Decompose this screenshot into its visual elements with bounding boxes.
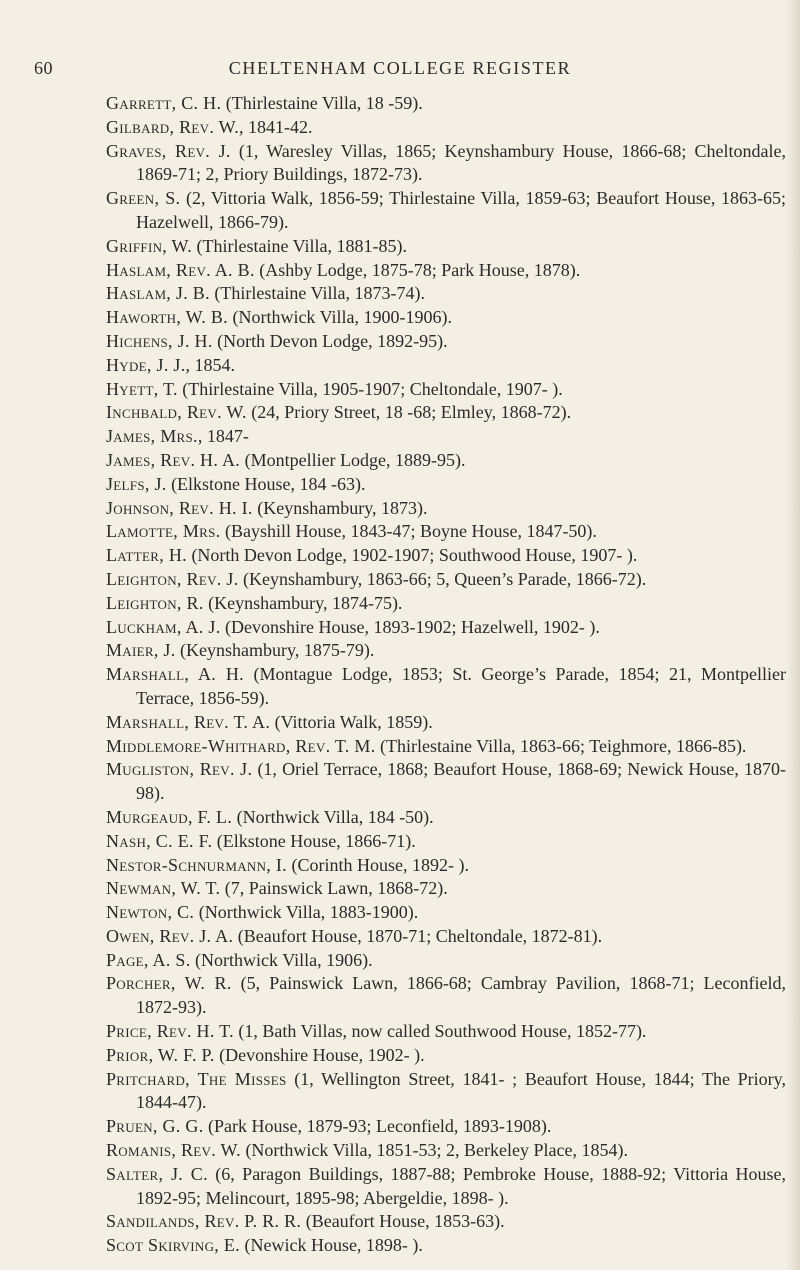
register-entry <box>106 1115 786 1139</box>
entry-name: Owen, Rev. J. A. <box>106 925 234 946</box>
register-entry <box>106 806 786 830</box>
entry-name: Johnson, Rev. H. I. <box>106 497 253 518</box>
register-entry <box>106 711 786 735</box>
entry-name: Haworth, W. B. <box>106 307 228 328</box>
page-number: 60 <box>34 58 53 78</box>
entry-name: Porcher, W. R. <box>106 973 232 994</box>
entry-details: (Thirlestaine Villa, 18 -59). <box>221 93 423 113</box>
entry-name: Jelfs, J. <box>106 473 167 494</box>
entry-details: (Thirlestaine Villa, 1873-74). <box>209 283 425 304</box>
register-entry <box>106 330 786 354</box>
entry-details: (Montague Lodge, 1853; St. George’s Parade, 1854; 21, Montpellier Terrace, 1856-59). <box>136 664 786 708</box>
entry-details: (Northwick Villa, 1851-53; 2, Berkeley Place, 1854). <box>240 1140 628 1161</box>
register-entry <box>106 378 786 402</box>
entry-name: Hichens, J. H. <box>106 330 213 351</box>
entry-name: Maier, J. <box>106 640 176 661</box>
register-entry <box>106 568 786 592</box>
entry-details: (Thirlestaine Villa, 1905-1907; Cheltondale, 1907- ). <box>177 378 563 399</box>
entry-name: Marshall, A. H. <box>106 664 244 685</box>
entry-name: Middlemore-Whithard, Rev. T. M. <box>106 735 376 756</box>
entry-details: (Northwick Villa, 1906). <box>190 949 373 970</box>
entry-name: Luckham, A. J. <box>106 616 221 637</box>
entry-name: Murgeaud, F. L. <box>106 806 233 827</box>
entry-details: (Corinth House, 1892- ). <box>286 854 469 875</box>
entry-details: (Keynshambury, 1874-75). <box>203 592 403 613</box>
register-entry <box>106 1044 786 1068</box>
register-entry <box>106 1139 786 1163</box>
register-entry <box>106 92 786 116</box>
entry-name: Hyde, J. J. <box>106 354 186 375</box>
entry-details: (Devonshire House, 1902- ). <box>214 1044 425 1065</box>
entry-details: (Montpellier Lodge, 1889-95). <box>240 449 466 470</box>
entry-name: James, Mrs. <box>106 426 198 447</box>
register-entry <box>106 1020 786 1044</box>
register-entry <box>106 235 786 259</box>
entry-details: (Beaufort House, 1853-63). <box>301 1211 505 1232</box>
register-entry <box>106 592 786 616</box>
register-entry <box>106 925 786 949</box>
register-entry <box>106 663 786 711</box>
register-entry <box>106 972 786 1020</box>
register-entry <box>106 449 786 473</box>
register-entry <box>106 544 786 568</box>
entry-name: Griffin, W. <box>106 235 192 256</box>
register-entry <box>106 854 786 878</box>
entry-name: Newton, C. <box>106 902 195 923</box>
register-entry <box>106 949 786 973</box>
entry-details: , 1841-42. <box>239 116 313 137</box>
entry-details: (North Devon Lodge, 1902-1907; Southwood House, 1907- ). <box>186 545 638 566</box>
entry-name: Nash, C. E. F. <box>106 830 213 851</box>
register-entry <box>106 425 786 449</box>
entry-details: , 1847- <box>197 426 249 447</box>
register-entry <box>106 1234 786 1258</box>
entry-name: Green, S. <box>106 188 181 209</box>
entry-name: Salter, J. C. <box>106 1163 208 1184</box>
entry-name: Page, A. S. <box>106 949 191 970</box>
entry-name: Garrett, C. H. <box>106 93 222 113</box>
running-title: CHELTENHAM COLLEGE REGISTER <box>228 58 572 78</box>
entry-details: (1, Waresley Villas, 1865; Keynshambury House, 1866-68; Cheltondale, 1869-71; 2, Priory Buildings, 1872-73). <box>136 140 787 185</box>
entry-name: Mugliston, Rev. J. <box>106 759 253 780</box>
entry-details: (Beaufort House, 1870-71; Cheltondale, 1872-81). <box>233 925 603 946</box>
entry-details: (North Devon Lodge, 1892-95). <box>212 330 448 351</box>
register-entry <box>106 497 786 521</box>
entry-name: Gilbard, Rev. W. <box>106 116 240 137</box>
entry-name: Price, Rev. H. T. <box>106 1021 234 1042</box>
entry-details: (Thirlestaine Villa, 1881-85). <box>192 235 408 256</box>
entry-details: (Northwick Villa, 1883-1900). <box>194 902 419 923</box>
entry-details: (Bayshill House, 1843-47; Boyne House, 1847-50). <box>220 521 597 542</box>
entry-name: Marshall, Rev. T. A. <box>106 711 271 732</box>
entry-details: (Elkstone House, 184 -63). <box>166 473 366 494</box>
register-entry <box>106 282 786 306</box>
register-entry <box>106 830 786 854</box>
register-entry <box>106 354 786 378</box>
entry-details: (Northwick Villa, 184 -50). <box>232 806 434 827</box>
register-entry <box>106 306 786 330</box>
entry-name: Haslam, J. B. <box>106 283 210 304</box>
entry-details: (Keynshambury, 1873). <box>252 497 428 518</box>
entry-details: (5, Painswick Lawn, 1866-68; Cambray Pavilion, 1868-71; Leconfield, 1872-93). <box>136 973 786 1018</box>
entry-name: Lamotte, Mrs. <box>106 521 221 542</box>
register-entry <box>106 639 786 663</box>
register-entry <box>106 187 786 235</box>
register-entry <box>106 473 786 497</box>
register-entry <box>106 735 786 759</box>
entry-details: (2, Vittoria Walk, 1856-59; Thirlestaine Villa, 1859-63; Beaufort House, 1863-65; Hazelwell, 1866-79). <box>136 188 786 232</box>
entry-details: (Devonshire House, 1893-1902; Hazelwell, 1902- ). <box>220 616 600 637</box>
register-entry <box>106 401 786 425</box>
entry-name: James, Rev. H. A. <box>106 449 241 470</box>
entry-name: Pritchard, The Misses <box>106 1068 287 1089</box>
entry-name: Scot Skirving, E. <box>106 1235 240 1256</box>
register-entry <box>106 1163 786 1211</box>
register-entry <box>106 259 786 283</box>
register-entry <box>106 116 786 140</box>
entry-name: Haslam, Rev. A. B. <box>106 259 255 280</box>
entry-details: (Thirlestaine Villa, 1863-66; Teighmore, 1866-85). <box>375 735 747 756</box>
register-entry <box>106 616 786 640</box>
entry-details: (Keynshambury, 1863-66; 5, Queen’s Parade, 1866-72). <box>238 568 647 589</box>
entry-details: (6, Paragon Buildings, 1887-88; Pembroke House, 1888-92; Vittoria House, 1892-95; Melincourt, 1895-98; Abergeldie, 1898- ). <box>136 1163 786 1208</box>
entry-name: Leighton, Rev. J. <box>106 568 239 589</box>
entry-details: (Northwick Villa, 1900-1906). <box>227 307 453 328</box>
register-entry <box>106 1068 786 1116</box>
entry-details: (Park House, 1879-93; Leconfield, 1893-1908). <box>203 1116 552 1137</box>
entry-name: Nestor-Schnurmann, I. <box>106 854 287 875</box>
entry-details: (7, Painswick Lawn, 1868-72). <box>220 878 448 899</box>
entry-details: (Newick House, 1898- ). <box>239 1235 423 1256</box>
entry-name: Sandilands, Rev. P. R. R. <box>106 1211 302 1232</box>
entry-name: Newman, W. T. <box>106 878 221 899</box>
entry-details: (24, Priory Street, 18 -68; Elmley, 1868-72). <box>246 402 572 423</box>
entry-name: Hyett, T. <box>106 378 178 399</box>
entry-name: Latter, H. <box>106 545 187 566</box>
register-entry <box>106 140 786 188</box>
entry-name: Graves, Rev. J. <box>106 140 231 161</box>
entry-details: (Ashby Lodge, 1875-78; Park House, 1878). <box>254 259 581 280</box>
page-edge-shadow <box>786 0 800 1270</box>
entry-name: Pruen, G. G. <box>106 1116 204 1137</box>
entry-details: (1, Bath Villas, now called Southwood House, 1852-77). <box>233 1021 647 1042</box>
entry-name: Prior, W. F. P. <box>106 1044 215 1065</box>
entry-details: , 1854. <box>185 354 236 375</box>
entry-name: Romanis, Rev. W. <box>106 1140 241 1161</box>
register-entry <box>106 877 786 901</box>
register-entry-list <box>106 92 786 1258</box>
register-entry <box>106 758 786 806</box>
register-entry <box>106 520 786 544</box>
entry-details: (Keynshambury, 1875-79). <box>175 640 375 661</box>
entry-details: (Elkstone House, 1866-71). <box>212 830 416 851</box>
entry-name: Leighton, R. <box>106 592 204 613</box>
entry-details: (Vittoria Walk, 1859). <box>270 711 433 732</box>
entry-details: (1, Oriel Terrace, 1868; Beaufort House, 1868-69; Newick House, 1870-98). <box>136 759 786 804</box>
entry-details: (1, Wellington Street, 1841- ; Beaufort House, 1844; The Priory, 1844-47). <box>136 1068 786 1113</box>
register-entry <box>106 1210 786 1234</box>
entry-name: Inchbald, Rev. W. <box>106 402 247 423</box>
register-entry <box>106 901 786 925</box>
